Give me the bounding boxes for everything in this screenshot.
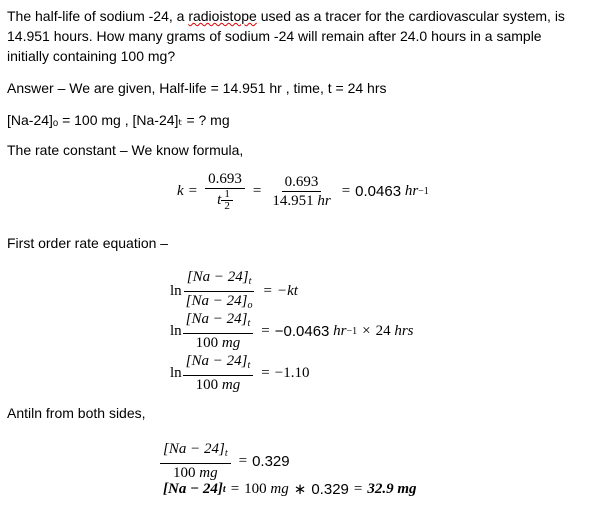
rate-intro: The rate constant – We know formula, <box>7 142 244 158</box>
first-order-intro: First order rate equation – <box>7 235 169 251</box>
final-answer: 32.9 mg <box>367 481 417 497</box>
antiln-intro: Antiln from both sides, <box>7 405 146 421</box>
answer-given: Answer – We are given, Half-life = 14.951 hr , time, t = 24 hrs <box>7 80 387 96</box>
first-order-equation-2: ln $\frac{[Na - 24]_t}{100 mg}$ = −0.0463 hr −1 × 24 hrs <box>170 311 414 351</box>
rate-constant-equation: k = 0.693 t $\frac{1}{2}$ = $\frac{0.693}{14.951 hr}$ = 0.0463 hr −1 <box>177 171 429 212</box>
final-result-equation: [Na − 24] t = 100 mg ∗ 0.329 = 32.9 mg <box>163 481 417 498</box>
question-line-1: The half-life of sodium -24, a radioistope used as a tracer for the cardiovascular system, is <box>7 8 565 24</box>
first-order-equation-3: ln $\frac{[Na - 24]_t}{100 mg}$ = −1.10 <box>170 353 310 393</box>
first-order-equation-1: ln $\frac{[Na - 24]_t}{[Na - 24]_o}$ = −kt <box>170 269 298 311</box>
question-line-2: 14.951 hours. How many grams of sodium -24 will remain after 24.0 hours in a sample <box>7 28 542 44</box>
antiln-equation: $\frac{[Na - 24]_t}{100 mg}$ = 0.329 <box>160 440 290 482</box>
concentrations: [Na-24]ₒ = 100 mg , [Na-24]ₜ = ? mg <box>7 112 230 128</box>
question-line-3: initially containing 100 mg? <box>7 48 176 64</box>
misspelled-word: radioistope <box>188 8 257 24</box>
